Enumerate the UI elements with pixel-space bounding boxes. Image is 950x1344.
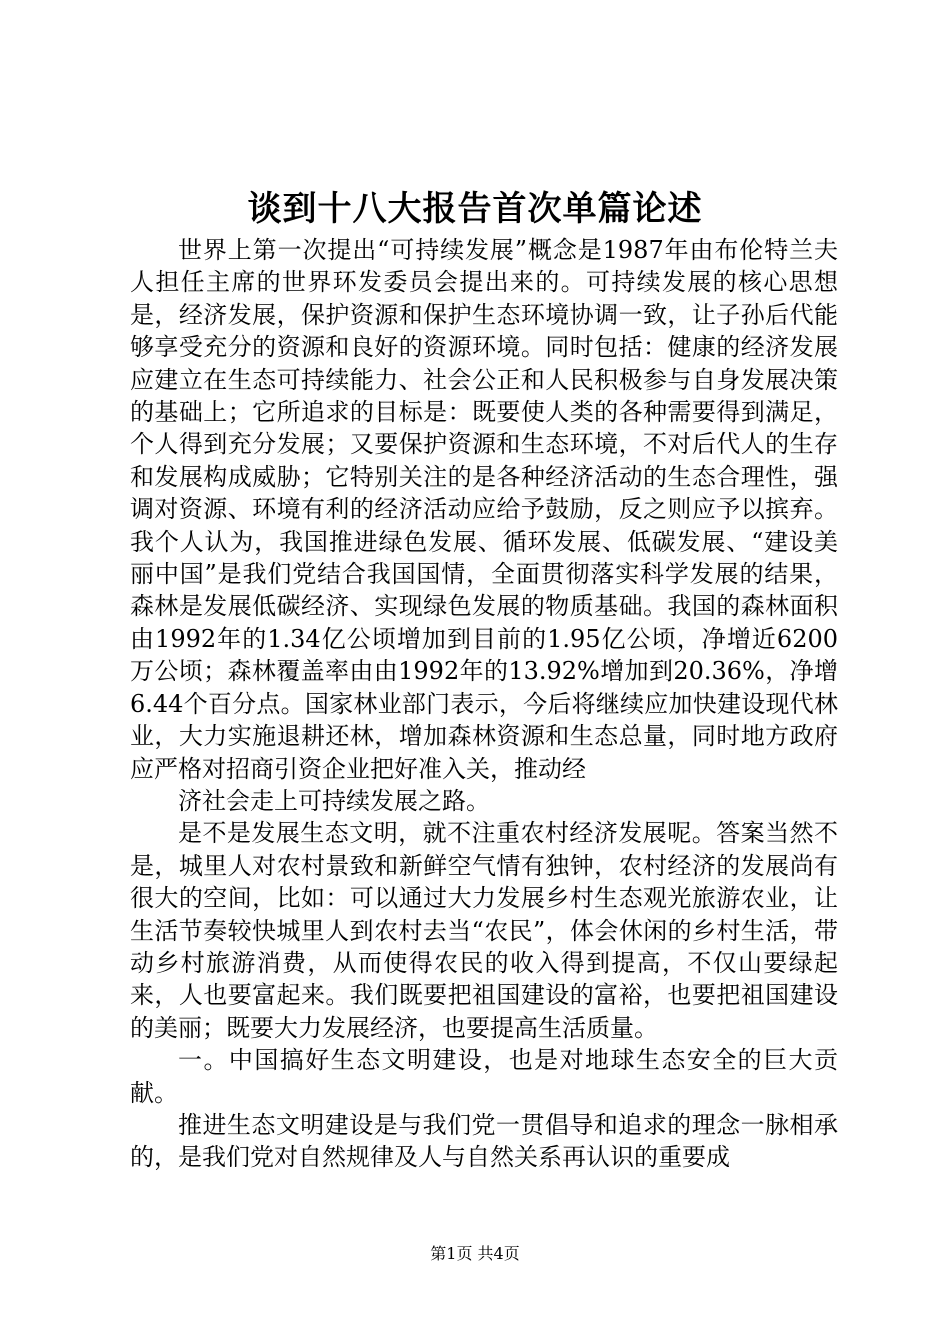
- paragraph: 推进生态文明建设是与我们党一贯倡导和追求的理念一脉相承的，是我们党对自然规律及人与自然关系再认识的重要成: [130, 1110, 838, 1172]
- page-number-footer: 第1页 共4页: [430, 1244, 520, 1263]
- paragraph: 是不是发展生态文明，就不注重农村经济发展呢。答案当然不是，城里人对农村景致和新鲜空气情有独钟，农村经济的发展尚有很大的空间，比如：可以通过大力发展乡村生态观光旅游农业，让生活节奏较快城里人到农村去当“农民”，体会休闲的乡村生活，带动乡村旅游消费，从而使得农民的收入得到提高，不仅山要绿起来，人也要富起来。我们既要把祖国建设的富裕，也要把祖国建设的美丽；既要大力发展经济，也要提高生活质量。: [130, 819, 838, 1042]
- paragraph: 一。中国搞好生态文明建设，也是对地球生态安全的巨大贡献。: [130, 1046, 838, 1107]
- document-body: [130, 234, 838, 1174]
- paragraph: 济社会走上可持续发展之路。: [178, 786, 490, 815]
- document-title: 谈到十八大报告首次单篇论述: [247, 189, 703, 229]
- paragraph: 世界上第一次提出“可持续发展”概念是1987年由布伦特兰夫人担任主席的世界环发委员会提出来的。可持续发展的核心思想是，经济发展，保护资源和保护生态环境协调一致，让子孙后代能够享受充分的资源和良好的资源环境。同时包括：健康的经济发展应建立在生态可持续能力、社会公正和人民积极参与自身发展决策的基础上；它所追求的目标是：既要使人类的各种需要得到满足，个人得到充分发展；又要保护资源和生态环境，不对后代人的生存和发展构成威胁；它特别关注的是各种经济活动的生态合理性，强调对资源、环境有利的经济活动应给予鼓励，反之则应予以摈弃。我个人认为，我国推进绿色发展、循环发展、低碳发展、“建设美丽中国”是我们党结合我国国情，全面贯彻落实科学发展的结果，森林是发展低碳经济、实现绿色发展的物质基础。我国的森林面积由1992年的1.34亿公顷增加到目前的1.95亿公顷，净增近6200万公顷；森林覆盖率由由1992年的13.92%增加到20.36%，净增6.44个百分点。国家林业部门表示，今后将继续应加快建设现代林业，大力实施退耕还林，增加森林资源和生态总量，同时地方政府应严格对招商引资企业把好准入关，推动经: [130, 236, 838, 783]
